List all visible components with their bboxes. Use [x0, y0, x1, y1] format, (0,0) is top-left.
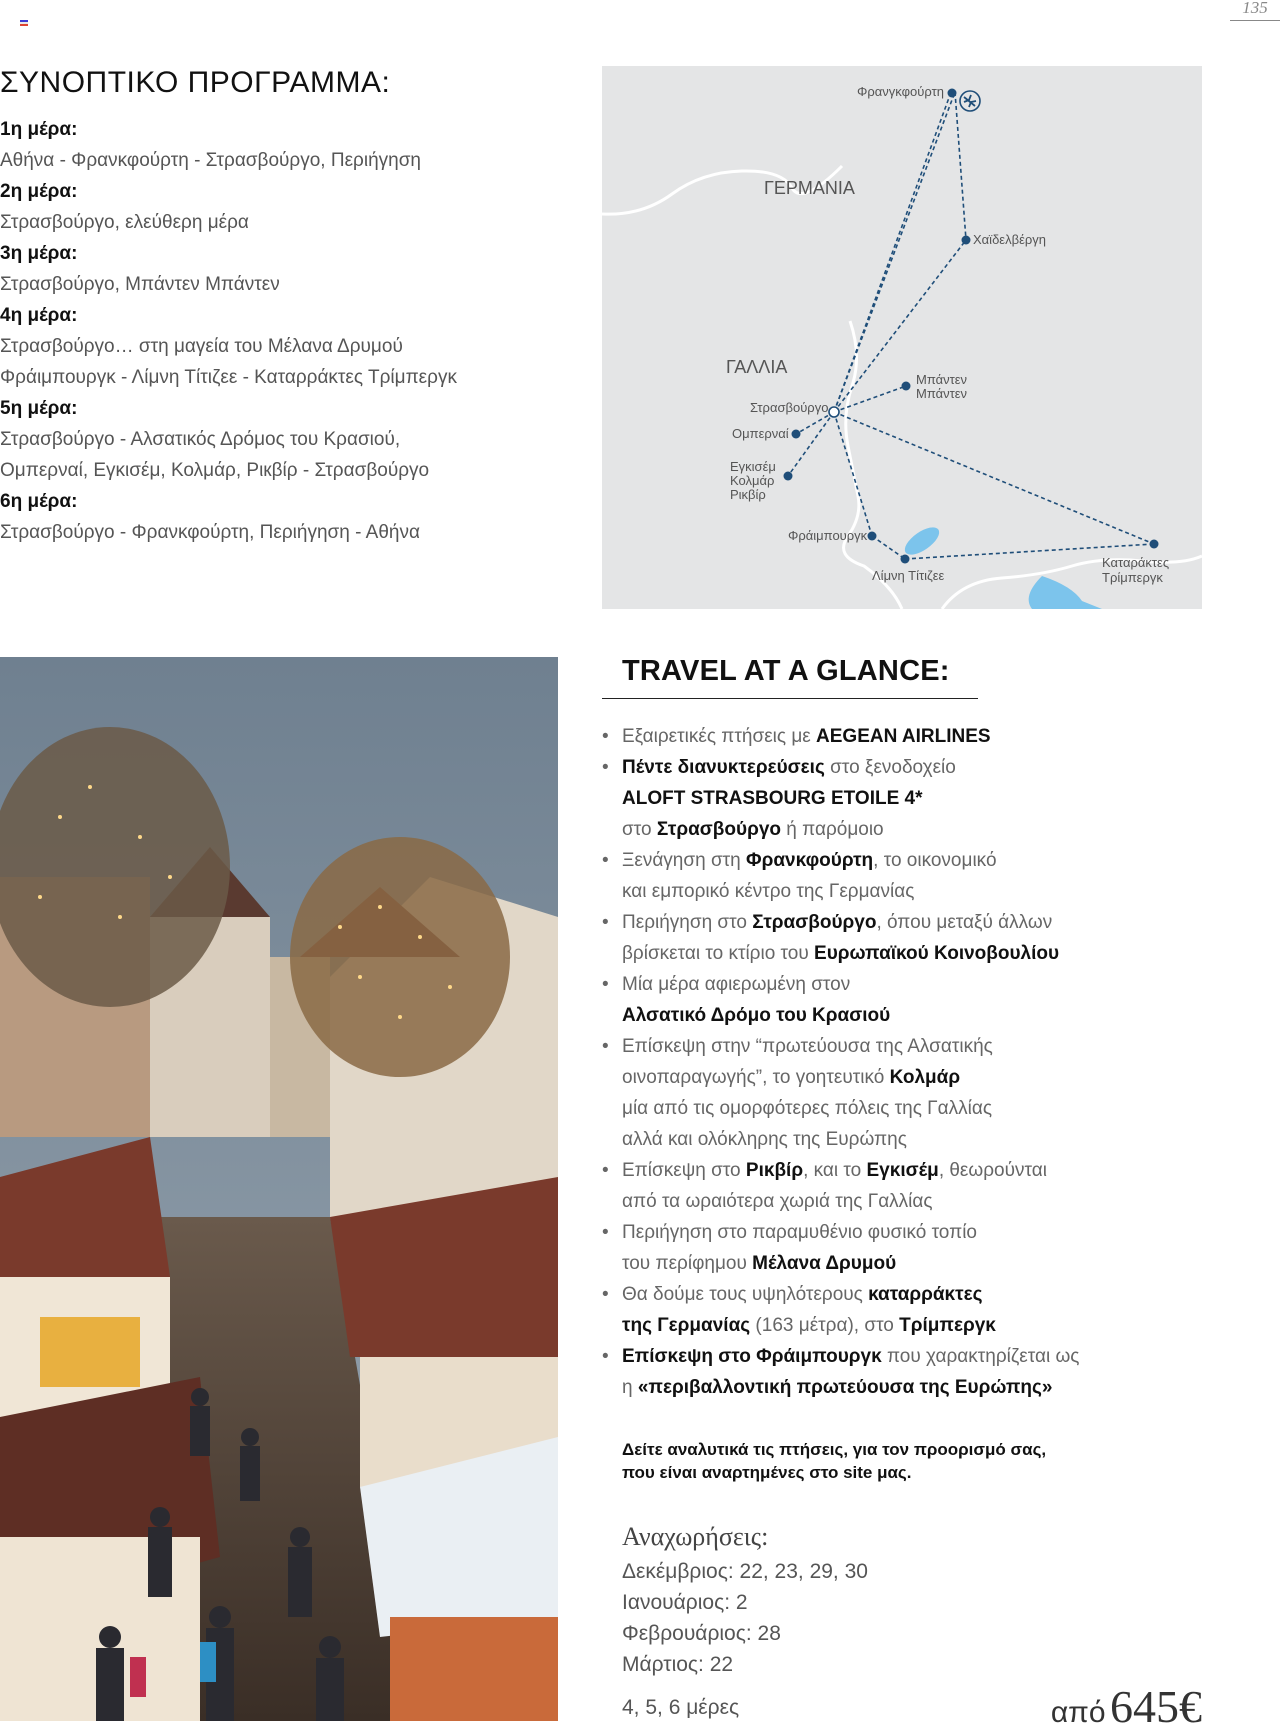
- bullet-text: , και το: [803, 1160, 867, 1181]
- departure-dates: Ιανουάριος: 2: [622, 1591, 748, 1614]
- christmas-market-photo: [0, 657, 558, 1721]
- program-day: [0, 300, 580, 393]
- flights-note: [622, 1438, 1142, 1484]
- program-title: ΣΥΝΟΠΤΙΚΟ ΠΡΟΓΡΑΜΜΑ:: [0, 66, 391, 99]
- label-triberg-2: Τρίμπεργκ: [1102, 570, 1163, 585]
- program-day: [0, 393, 580, 486]
- bullet-text: μία από τις ομορφότερες πόλεις της Γαλλίας: [622, 1098, 992, 1119]
- glance-bullet: [602, 1155, 1242, 1217]
- day-description: Στρασβούργο - Αλσατικός Δρόμος του Κρασιού,: [0, 429, 401, 450]
- bullet-icon: •: [602, 1346, 609, 1367]
- day-description: Στρασβούργο, Μπάντεν Μπάντεν: [0, 274, 280, 295]
- bullet-text: Περιήγηση στο: [622, 912, 753, 933]
- program-day: [0, 238, 580, 300]
- page-number: 135: [1230, 0, 1280, 21]
- bullet-highlight: Πέντε διανυκτερεύσεις: [622, 757, 825, 778]
- bullet-icon: •: [602, 912, 609, 933]
- bullet-icon: •: [602, 1036, 609, 1057]
- bullet-highlight: Ευρωπαϊκού Κοινοβουλίου: [814, 943, 1060, 964]
- flights-note-line: Δείτε αναλυτικά τις πτήσεις, για τον προορισμό σας,: [622, 1440, 1047, 1459]
- bullet-highlight: Μέλανα Δρυμού: [752, 1253, 897, 1274]
- bullet-icon: •: [602, 757, 609, 778]
- day-title: 3η μέρα:: [0, 243, 78, 264]
- glance-bullet: [602, 721, 1242, 752]
- label-triberg-1: Καταράκτες: [1102, 555, 1170, 570]
- label-germany: ΓΕΡΜΑΝΙΑ: [764, 178, 855, 198]
- label-france: ΓΑΛΛΙΑ: [726, 357, 788, 377]
- bullet-text: Περιήγηση στο παραμυθένιο φυσικό τοπίο: [622, 1222, 977, 1243]
- glance-bullet: [602, 1341, 1242, 1403]
- day-title: 2η μέρα:: [0, 181, 78, 202]
- program-day: [0, 114, 580, 176]
- flag-icon: [20, 20, 28, 26]
- bullet-text: Επίσκεψη στο: [622, 1160, 746, 1181]
- bullet-text: που χαρακτηρίζεται ως: [881, 1346, 1080, 1367]
- day-title: 5η μέρα:: [0, 398, 78, 419]
- label-obernai: Ομπερναί: [732, 426, 789, 441]
- departures-title: Αναχωρήσεις:: [622, 1522, 769, 1551]
- day-description: Στρασβούργο… στη μαγεία του Μέλανα Δρυμού: [0, 336, 403, 357]
- bullet-text: , το οικονομικό: [873, 850, 997, 871]
- glance-bullet: [602, 752, 1242, 845]
- program-days: [0, 114, 580, 548]
- program-day: [0, 486, 580, 548]
- departure-dates: Φεβρουάριος: 28: [622, 1622, 781, 1645]
- label-heidelberg: Χαϊδελβέργη: [973, 232, 1047, 247]
- bullet-highlight: καταρράκτες: [868, 1284, 983, 1305]
- label-eguisheim: Εγκισέμ: [730, 459, 776, 474]
- price-from: από: [1050, 1696, 1106, 1729]
- summary-program: [0, 66, 580, 548]
- bullet-text: Θα δούμε τους υψηλότερους: [622, 1284, 869, 1305]
- label-strasbourg: Στρασβούργο: [750, 400, 829, 415]
- glance-title: TRAVEL AT A GLANCE:: [622, 655, 950, 687]
- glance-bullets: [602, 721, 1242, 1403]
- day-title: 1η μέρα:: [0, 119, 78, 140]
- day-description: Φράιμπουργκ - Λίμνη Τίτιζεε - Καταρράκτες Τρίμπεργκ: [0, 367, 457, 388]
- bullet-text: του περίφημου: [622, 1253, 753, 1274]
- bullet-text: Εξαιρετικές πτήσεις με: [622, 726, 817, 747]
- glance-bullet: [602, 907, 1242, 969]
- glance-divider: [602, 698, 978, 699]
- bullet-text: οινοπαραγωγής”, το γοητευτικό: [622, 1067, 890, 1088]
- bullet-highlight: Στρασβούργο: [752, 912, 877, 933]
- bullet-highlight: «περιβαλλοντική πρωτεύουσα της Ευρώπης»: [637, 1377, 1053, 1398]
- glance-bullet: [602, 845, 1242, 907]
- bullet-text: Ξενάγηση στη: [622, 850, 747, 871]
- bullet-highlight: Φρανκφούρτη: [746, 850, 874, 871]
- bullet-highlight: AEGEAN AIRLINES: [816, 726, 991, 747]
- bullet-highlight: Επίσκεψη στο Φράιμπουργκ: [622, 1346, 882, 1367]
- bullet-text: ή παρόμοιο: [781, 819, 884, 840]
- label-colmar: Κολμάρ: [730, 473, 775, 488]
- label-frankfurt: Φρανγκφούρτη: [857, 84, 944, 99]
- bullet-highlight: Ρικβίρ: [745, 1160, 804, 1181]
- glance-bullet: [602, 1217, 1242, 1279]
- bullet-text: βρίσκεται το κτίριο του: [622, 943, 815, 964]
- bullet-icon: •: [602, 850, 609, 871]
- bullet-text: , θεωρούνται: [938, 1160, 1047, 1181]
- bullet-text: και εμπορικό κέντρο της Γερμανίας: [622, 881, 915, 902]
- departures: [622, 1522, 1022, 1680]
- label-freiburg: Φράιμπουργκ: [788, 528, 868, 543]
- label-riquewihr: Ρικβίρ: [730, 487, 766, 502]
- route-map: [602, 66, 1202, 609]
- bullet-text: , όπου μεταξύ άλλων: [876, 912, 1053, 933]
- bullet-text: η: [622, 1377, 638, 1398]
- label-baden-1: Μπάντεν: [916, 372, 968, 387]
- bullet-highlight: ALOFT STRASBOURG ETOILE 4*: [622, 788, 923, 809]
- bullet-highlight: Κολμάρ: [889, 1067, 961, 1088]
- bullet-icon: •: [602, 1222, 609, 1243]
- bullet-icon: •: [602, 1160, 609, 1181]
- bullet-text: Μία μέρα αφιερωμένη στον: [622, 974, 851, 995]
- day-title: 6η μέρα:: [0, 491, 78, 512]
- label-titisee: Λίμνη Τίτιζεε: [872, 568, 945, 583]
- bullet-highlight: Αλσατικό Δρόμο του Κρασιού: [622, 1005, 891, 1026]
- day-description: Στρασβούργο, ελεύθερη μέρα: [0, 212, 249, 233]
- map-background: [602, 66, 1202, 609]
- glance-bullet: [602, 1031, 1242, 1155]
- trip-duration: 4, 5, 6 μέρες: [622, 1696, 740, 1719]
- bullet-highlight: Στρασβούργο: [656, 819, 781, 840]
- bullet-text: Επίσκεψη στην “πρωτεύουσα της Αλσατικής: [622, 1036, 993, 1057]
- bullet-icon: •: [602, 1284, 609, 1305]
- program-day: [0, 176, 580, 238]
- strasbourg-marker-icon: [829, 407, 839, 417]
- label-baden-2: Μπάντεν: [916, 386, 968, 401]
- price-amount: 645€: [1110, 1681, 1202, 1732]
- flights-note-line: που είναι αναρτημένες στο site μας.: [622, 1463, 912, 1482]
- departure-dates: Μάρτιος: 22: [622, 1653, 734, 1676]
- bullet-text: στο: [622, 819, 657, 840]
- bullet-text: (163 μέτρα), στο: [750, 1315, 900, 1336]
- bullet-text: από τα ωραιότερα χωριά της Γαλλίας: [622, 1191, 933, 1212]
- bullet-icon: •: [602, 726, 609, 747]
- departure-dates: Δεκέμβριος: 22, 23, 29, 30: [622, 1560, 868, 1583]
- bullet-icon: •: [602, 974, 609, 995]
- bullet-highlight: Τρίμπεργκ: [899, 1315, 996, 1336]
- day-description: Ομπερναί, Εγκισέμ, Κολμάρ, Ριкβίρ - Στρασβούργο: [0, 460, 430, 481]
- day-description: Αθήνα - Φρανκφούρτη - Στρασβούργο, Περιήγηση: [0, 150, 421, 171]
- bullet-text: αλλά και ολόκληρης της Ευρώπης: [622, 1129, 907, 1150]
- glance-bullet: [602, 969, 1242, 1031]
- bullet-highlight: της Γερμανίας: [622, 1315, 751, 1336]
- bullet-highlight: Εγκισέμ: [866, 1160, 939, 1181]
- travel-at-a-glance: [602, 655, 1242, 1403]
- day-title: 4η μέρα:: [0, 305, 78, 326]
- glance-bullet: [602, 1279, 1242, 1341]
- price: [1051, 1680, 1202, 1733]
- bullet-text: στο ξενοδοχείο: [824, 757, 956, 778]
- day-description: Στρασβούργο - Φρανκφούρτη, Περιήγηση - Αθήνα: [0, 522, 420, 543]
